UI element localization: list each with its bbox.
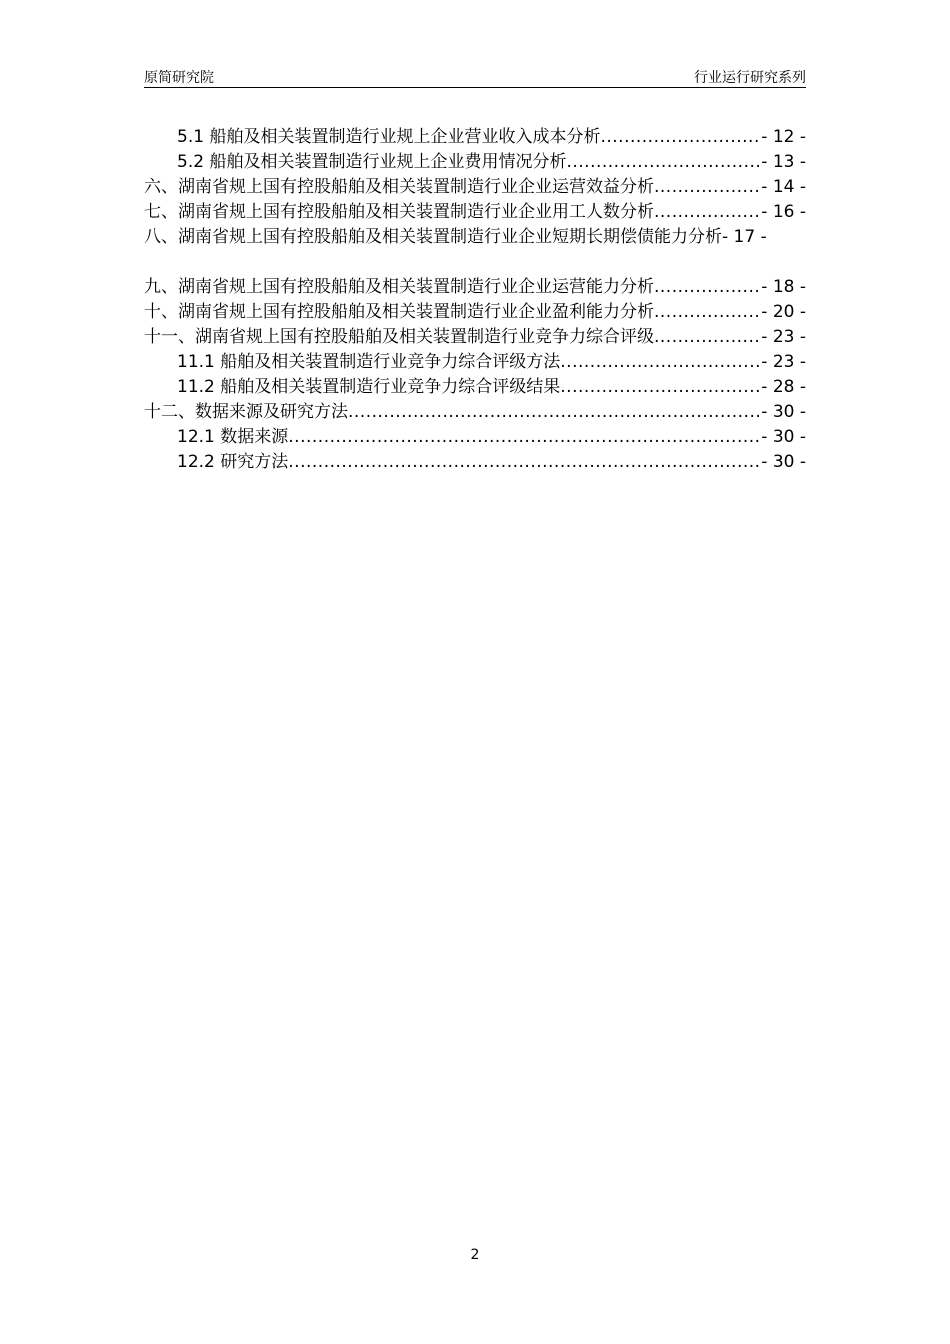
toc-leader: [600, 125, 761, 150]
toc-entry-title: 5.2 船舶及相关装置制造行业规上企业费用情况分析: [177, 152, 567, 172]
toc-entry-title: 5.1 船舶及相关装置制造行业规上企业营业收入成本分析: [177, 127, 601, 147]
toc-leader: [348, 400, 761, 425]
toc-entry[interactable]: [144, 425, 806, 450]
toc-entry[interactable]: [144, 375, 806, 400]
toc-entry[interactable]: [144, 325, 806, 350]
toc-leader: [654, 325, 761, 350]
toc-entry-title: 八、湖南省规上国有控股船舶及相关装置制造行业企业短期长期偿债能力分析: [144, 227, 722, 247]
toc-page-number: - 20 -: [761, 302, 806, 322]
toc-entry-title: 十、湖南省规上国有控股船舶及相关装置制造行业企业盈利能力分析: [144, 302, 654, 322]
toc-entry[interactable]: [144, 275, 806, 300]
toc-entry[interactable]: [144, 450, 806, 475]
toc-leader: [560, 350, 761, 375]
toc-entry[interactable]: [144, 225, 806, 275]
toc-entry[interactable]: [144, 125, 806, 150]
toc-leader: [654, 300, 761, 325]
toc-leader: [654, 200, 761, 225]
toc-page-number: - 23 -: [761, 352, 806, 372]
header-right: 行业运行研究系列: [694, 70, 806, 86]
header-left: 原简研究院: [144, 70, 214, 86]
toc-page-number: - 23 -: [761, 327, 806, 347]
toc-leader: [654, 275, 761, 300]
toc-entry[interactable]: [144, 175, 806, 200]
toc-page-number: - 14 -: [761, 177, 806, 197]
toc-page-number: - 13 -: [761, 152, 806, 172]
toc-leader: [566, 150, 761, 175]
toc-leader: [288, 450, 761, 475]
page-number: 2: [470, 1247, 480, 1263]
toc-entry-title: 七、湖南省规上国有控股船舶及相关装置制造行业企业用工人数分析: [144, 202, 654, 222]
table-of-contents: [144, 125, 806, 475]
toc-leader: [288, 425, 761, 450]
toc-page-number: - 17 -: [722, 227, 767, 247]
toc-page-number: - 12 -: [761, 127, 806, 147]
toc-page-number: - 16 -: [761, 202, 806, 222]
toc-entry[interactable]: [144, 350, 806, 375]
toc-entry[interactable]: [144, 150, 806, 175]
toc-page-number: - 30 -: [761, 402, 806, 422]
toc-page-number: - 28 -: [761, 377, 806, 397]
toc-page-number: - 18 -: [761, 277, 806, 297]
header-divider: [144, 87, 806, 88]
toc-entry-title: 12.1 数据来源: [177, 427, 289, 447]
toc-entry[interactable]: [144, 300, 806, 325]
toc-entry[interactable]: [144, 400, 806, 425]
toc-leader: [560, 375, 761, 400]
toc-entry-title: 11.2 船舶及相关装置制造行业竞争力综合评级结果: [177, 377, 561, 397]
toc-entry-title: 九、湖南省规上国有控股船舶及相关装置制造行业企业运营能力分析: [144, 277, 654, 297]
toc-page-number: - 30 -: [761, 427, 806, 447]
toc-entry[interactable]: [144, 200, 806, 225]
toc-leader: [654, 175, 761, 200]
toc-entry-title: 12.2 研究方法: [177, 452, 289, 472]
toc-entry-title: 11.1 船舶及相关装置制造行业竞争力综合评级方法: [177, 352, 561, 372]
toc-entry-title: 十二、数据来源及研究方法: [144, 402, 348, 422]
toc-entry-title: 十一、湖南省规上国有控股船舶及相关装置制造行业竞争力综合评级: [144, 327, 654, 347]
toc-page-number: - 30 -: [761, 452, 806, 472]
toc-entry-title: 六、湖南省规上国有控股船舶及相关装置制造行业企业运营效益分析: [144, 177, 654, 197]
